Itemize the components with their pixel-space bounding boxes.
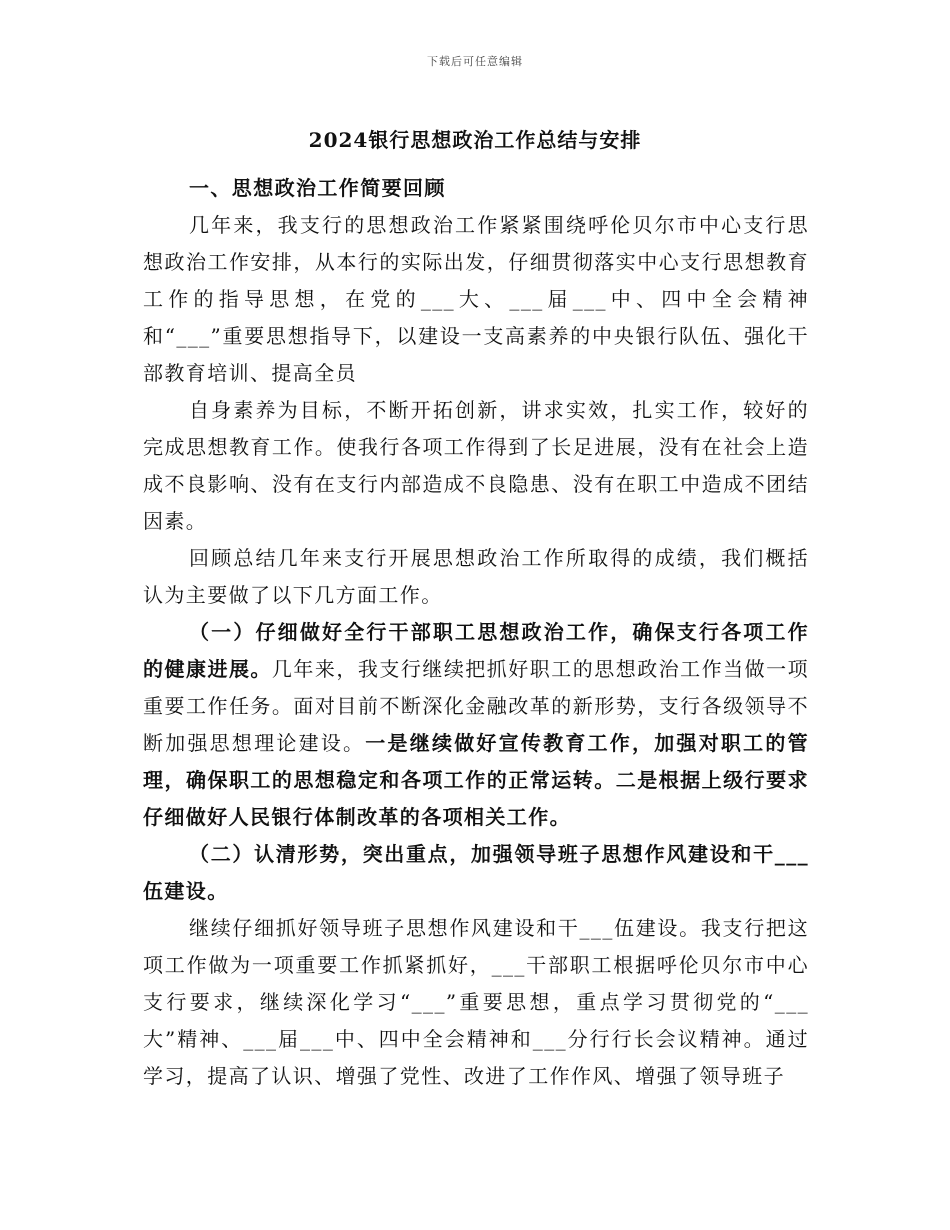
paragraph-4-text: 几年来，我支行继续把抓好职工的思想政治工作当做一项重要工作任务。面对目前不断深化金融改革的新形势，支行各级领导不断加强思想理论建设。 [143, 657, 809, 755]
paragraph-4-bold-text: 一是继续做好宣传教育工作，加强对职工的管理，确保职工的思想稳定和各项工作的正常运转。二是根据上级行要求仔细做好人民银行体制改革的各项相关工作。 [143, 731, 810, 829]
paragraph-6: 继续仔细抓好领导班子思想作风建设和干___伍建设。我支行把这项工作做为一项重要工作抓紧抓好，___干部职工根据呼伦贝尔市中心支行要求，继续深化学习“___”重要思想，重点学习贯彻党的“___大”精神、___届___中、四中全会精神和___分行行长会议精神。通过学习，提高了认识、增强了党性、改进了工作作风、增强了领导班子 [143, 916, 809, 1088]
subsection-heading-2: （二）认清形势，突出重点，加强领导班子思想作风建设和干___伍建设。 [143, 842, 809, 903]
subsection-heading-1: （一）仔细做好全行干部职工思想政治工作，确保支行各项工作的健康进展。 [143, 620, 809, 681]
document-title: 2024银行思想政治工作总结与安排 [308, 128, 642, 152]
header-note: 下载后可任意编辑 [427, 55, 523, 68]
document-body [143, 170, 809, 1095]
paragraph-2: 自身素养为目标，不断开拓创新，讲求实效，扎实工作，较好的完成思想教育工作。使我行各项工作得到了长足进展，没有在社会上造成不良影响、没有在支行内部造成不良隐患、没有在职工中造成不团结因素。 [143, 398, 809, 533]
paragraph-3: 回顾总结几年来支行开展思想政治工作所取得的成绩，我们概括认为主要做了以下几方面工作。 [143, 546, 809, 607]
section-heading: 一、思想政治工作简要回顾 [189, 176, 446, 200]
paragraph-1: 几年来，我支行的思想政治工作紧紧围绕呼伦贝尔市中心支行思想政治工作安排，从本行的实际出发，仔细贯彻落实中心支行思想教育工作的指导思想，在党的___大、___届___中、四中全会精神和“___”重要思想指导下，以建设一支高素养的中央银行队伍、强化干部教育培训、提高全员 [143, 213, 809, 385]
paragraph-4 [143, 614, 809, 836]
